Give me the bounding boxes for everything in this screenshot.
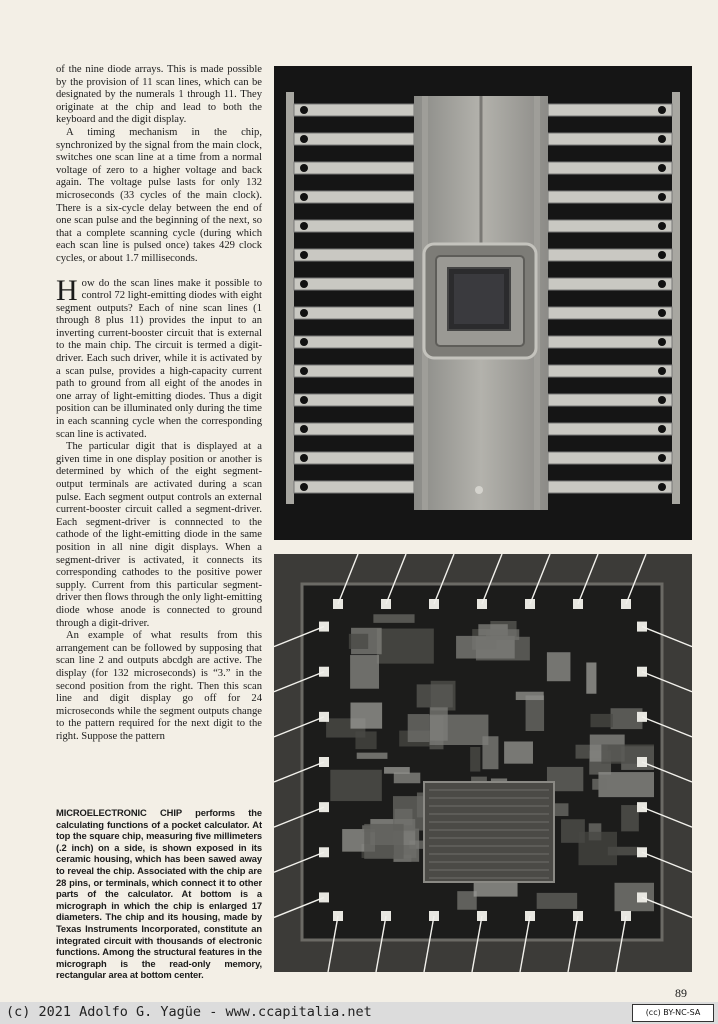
pin (294, 249, 414, 261)
article-text-column (56, 64, 262, 743)
pin (548, 481, 672, 493)
pin (548, 452, 672, 464)
pin (294, 133, 414, 145)
bond-pad (637, 622, 647, 632)
notch-marker (475, 486, 483, 494)
pin (294, 162, 414, 174)
pin (294, 394, 414, 406)
pin (294, 452, 414, 464)
pin (548, 336, 672, 348)
pin (548, 307, 672, 319)
figure-caption (56, 807, 262, 981)
pin (294, 481, 414, 493)
article-paragraph: The particular digit that is displayed at a given time in one display position or another is determined by which of the eight segment-output terminals are activated during a scan pulse. Each segment output controls an external current-booster circuit called a segment-driver. Each segment-driver is connnected to the cathode of the light-emitting diode in the same position in all nine digit displays. When a segment-driver is activated, it connects its corresponding cathodes to the positive power supply. Current from this particular segment-driver then flows through the only light-emitting diode whose anode is connected to ground through a digit-driver. (56, 441, 262, 629)
micrograph-illustration (274, 554, 692, 972)
pin (548, 133, 672, 145)
pin (294, 336, 414, 348)
chip-micrograph (274, 554, 692, 972)
license-badge: (cc) BY-NC-SA (632, 1004, 714, 1022)
pin (548, 249, 672, 261)
article-paragraph-dropcap (56, 273, 262, 442)
drop-cap-letter: H (56, 273, 78, 307)
bond-pad (637, 802, 647, 812)
article-paragraph: An example of what results from this arrangement can be followed by supposing that scan line 2 and outputs abcdgh are active. The display (for 132 microseconds) is “3.” in the second position from the right. Then this scan line and digit display go off for 24 microseconds while the segment outputs change to the pattern required for the next digit to the right. Suppose the pattern (56, 630, 262, 742)
pin (294, 423, 414, 435)
pin (294, 278, 414, 290)
pin (548, 191, 672, 203)
caption-body: performs the calculating functions of a pocket calculator. At top the square chip, measuring five millimeters (.2 inch) on a side, is shown exposed in its ceramic housing, which has been sawed away to reveal the chip. Associated with the chip are 28 pins, or terminals, which connect it to other parts of the calculator. At bottom is a micrograph in which the chip is enlarged 17 diameters. The chip and its housing, made by Texas Instruments Incorporated, constitute an integrated circuit with thousands of electronic functions. Among the structural features in the micrograph is the read-only memory, rectangular area at bottom center. (56, 807, 262, 981)
pin (548, 104, 672, 116)
article-paragraph: of the nine diode arrays. This is made possible by the provision of 11 scan lines, which can be designated by the numerals 1 through 11. They originate at the chip and lead to both the keyboard and the digit display. (56, 64, 262, 126)
read-only-memory-area (424, 782, 554, 882)
pin (548, 220, 672, 232)
caption-lead: MICROELECTRONIC CHIP (56, 807, 182, 818)
pin (294, 307, 414, 319)
pin (294, 220, 414, 232)
bond-pad (319, 802, 329, 812)
pin (548, 365, 672, 377)
chip-housing-photo (274, 66, 692, 540)
article-paragraph: A timing mechanism in the chip, synchronized by the signal from the main clock, switches one scan line at a time from a normal voltage of zero to a higher voltage and back again. The voltage pulse lasts for only 132 microseconds (33 cycles of the main clock). There is a six-cycle delay between the end of one scan pulse and the beginning of the next, so that a complete scanning cycle (during which each scan line is pulsed once) takes 429 clock cycles, or about 1.7 milliseconds. (56, 126, 262, 264)
pin (548, 162, 672, 174)
page-number: 89 (675, 986, 687, 1000)
pin (294, 191, 414, 203)
dropcap-paragraph-text: ow do the scan lines make it possible to control 72 light-emitting diodes with eight segment outputs? Each of nine scan lines (1 through 8 plus 11) provides the input to an inverting current-booster circuit that is external to the main chip. The circuit is termed a digit-driver. Each such driver, while it is activated by a scan pulse, provides a high-capacity current path to ground from all eight of the anodes in one array of light-emitting diodes. Thus a digit position can be illuminated only during the time in each scanning cycle when the corresponding scan line is activated. (56, 277, 262, 440)
pin (294, 365, 414, 377)
pin (548, 394, 672, 406)
pin (548, 278, 672, 290)
chip-housing-illustration (274, 66, 692, 540)
copyright-notice: (c) 2021 Adolfo G. Yagüe - www.ccapitalia.net (6, 1004, 372, 1020)
bond-pad (319, 622, 329, 632)
pin (548, 423, 672, 435)
pin (294, 104, 414, 116)
